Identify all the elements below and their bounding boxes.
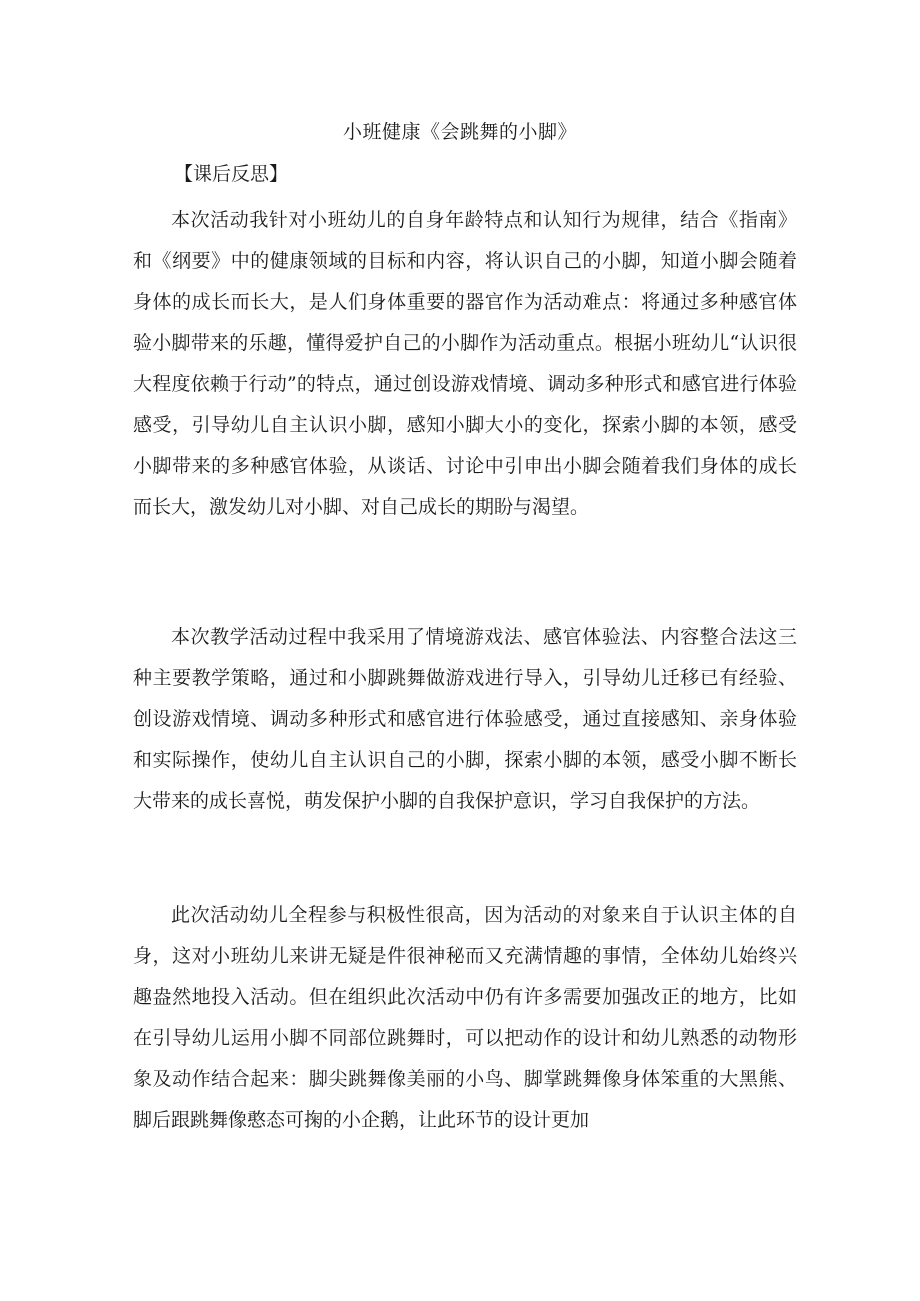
section-label-reflection: 【课后反思】 xyxy=(174,163,289,185)
paragraph-block-2 xyxy=(133,617,797,822)
document-title: 小班健康《会跳舞的小脚》 xyxy=(342,121,577,143)
paragraph-block-1 xyxy=(133,200,797,528)
paragraph-1: 本次活动我针对小班幼儿的自身年龄特点和认知行为规律，结合《指南》和《纲要》中的健康领域的目标和内容，将认识自己的小脚，知道小脚会随着身体的成长而长大，是人们身体重要的器官作为活动难点：将通过多种感官体验小脚带来的乐趣，懂得爱护自己的小脚作为活动重点。根据小班幼儿“认识很大程度依赖于行动”的特点，通过创设游戏情境、调动多种形式和感官进行体验感受，引导幼儿自主认识小脚，感知小脚大小的变化，探索小脚的本领，感受小脚带来的多种感官体验，从谈话、讨论中引申出小脚会随着我们身体的成长而长大，激发幼儿对小脚、对自己成长的期盼与渴望。 xyxy=(133,209,797,518)
paragraph-2: 本次教学活动过程中我采用了情境游戏法、感官体验法、内容整合法这三种主要教学策略，通过和小脚跳舞做游戏进行导入，引导幼儿迁移已有经验、创设游戏情境、调动多种形式和感官进行体验感受，通过直接感知、亲身体验和实际操作，使幼儿自主认识自己的小脚，探索小脚的本领，感受小脚不断长大带来的成长喜悦，萌发保护小脚的自我保护意识，学习自我保护的方法。 xyxy=(133,626,797,812)
paragraph-block-3 xyxy=(133,895,797,1141)
paragraph-3: 此次活动幼儿全程参与积极性很高，因为活动的对象来自于认识主体的自身，这对小班幼儿来讲无疑是件很神秘而又充满情趣的事情，全体幼儿始终兴趣盎然地投入活动。但在组织此次活动中仍有许多需要加强改正的地方，比如在引导幼儿运用小脚不同部位跳舞时，可以把动作的设计和幼儿熟悉的动物形象及动作结合起来：脚尖跳舞像美丽的小鸟、脚掌跳舞像身体笨重的大黑熊、脚后跟跳舞像憨态可掬的小企鹅，让此环节的设计更加 xyxy=(133,904,797,1131)
